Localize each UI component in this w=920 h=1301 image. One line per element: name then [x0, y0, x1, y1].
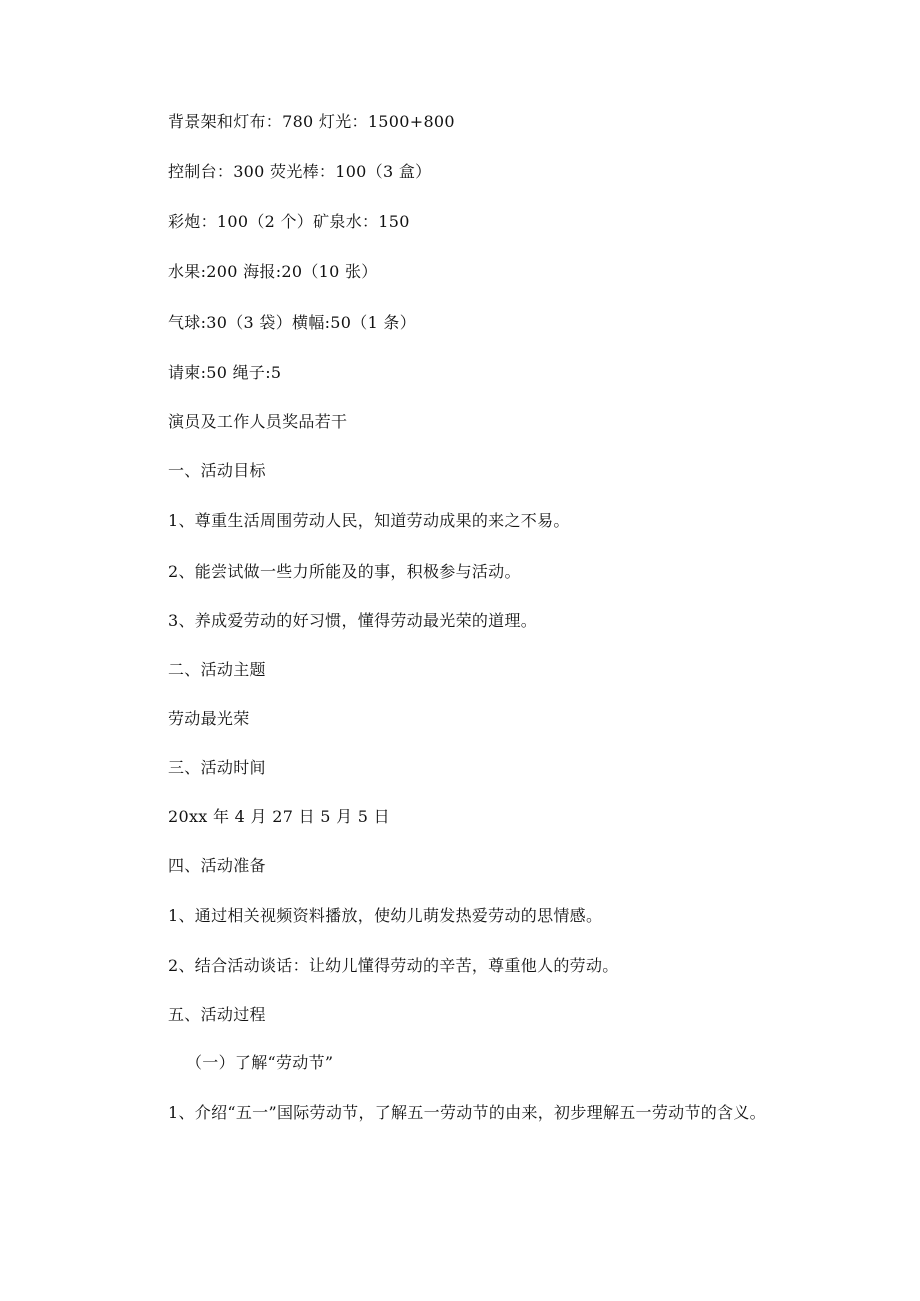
section-heading-goals: 一、活动目标: [168, 461, 266, 480]
process-item-1: 1、介绍“五一”国际劳动节，了解五一劳动节的由来，初步理解五一劳动节的含义。: [168, 1103, 766, 1122]
budget-line-backdrop-lighting: 背景架和灯布：780 灯光：1500+800: [168, 112, 455, 131]
section-heading-theme: 二、活动主题: [168, 660, 266, 679]
time-text: 20xx 年 4 月 27 日 5 月 5 日: [168, 807, 390, 826]
section-heading-preparation: 四、活动准备: [168, 856, 266, 875]
goal-item-2: 2、能尝试做一些力所能及的事，积极参与活动。: [168, 562, 521, 581]
budget-line-invitations-rope: 请柬:50 绳子:5: [168, 363, 282, 382]
goal-item-3: 3、养成爱劳动的好习惯，懂得劳动最光荣的道理。: [168, 611, 538, 630]
budget-line-console-glowsticks: 控制台：300 荧光棒：100（3 盒）: [168, 162, 432, 181]
preparation-item-1: 1、通过相关视频资料播放，使幼儿萌发热爱劳动的思情感。: [168, 906, 603, 925]
preparation-item-2: 2、结合活动谈话：让幼儿懂得劳动的辛苦，尊重他人的劳动。: [168, 956, 619, 975]
theme-text: 劳动最光荣: [168, 709, 250, 728]
subsection-heading-labor-day: （一）了解“劳动节”: [186, 1053, 334, 1072]
budget-line-fruit-posters: 水果:200 海报:20（10 张）: [168, 262, 378, 281]
goal-item-1: 1、尊重生活周围劳动人民，知道劳动成果的来之不易。: [168, 511, 570, 530]
budget-line-balloons-banner: 气球:30（3 袋）横幅:50（1 条）: [168, 313, 417, 332]
budget-line-confetti-water: 彩炮：100（2 个）矿泉水：150: [168, 212, 410, 231]
section-heading-process: 五、活动过程: [168, 1005, 266, 1024]
budget-line-prizes: 演员及工作人员奖品若干: [168, 412, 348, 431]
section-heading-time: 三、活动时间: [168, 758, 266, 777]
